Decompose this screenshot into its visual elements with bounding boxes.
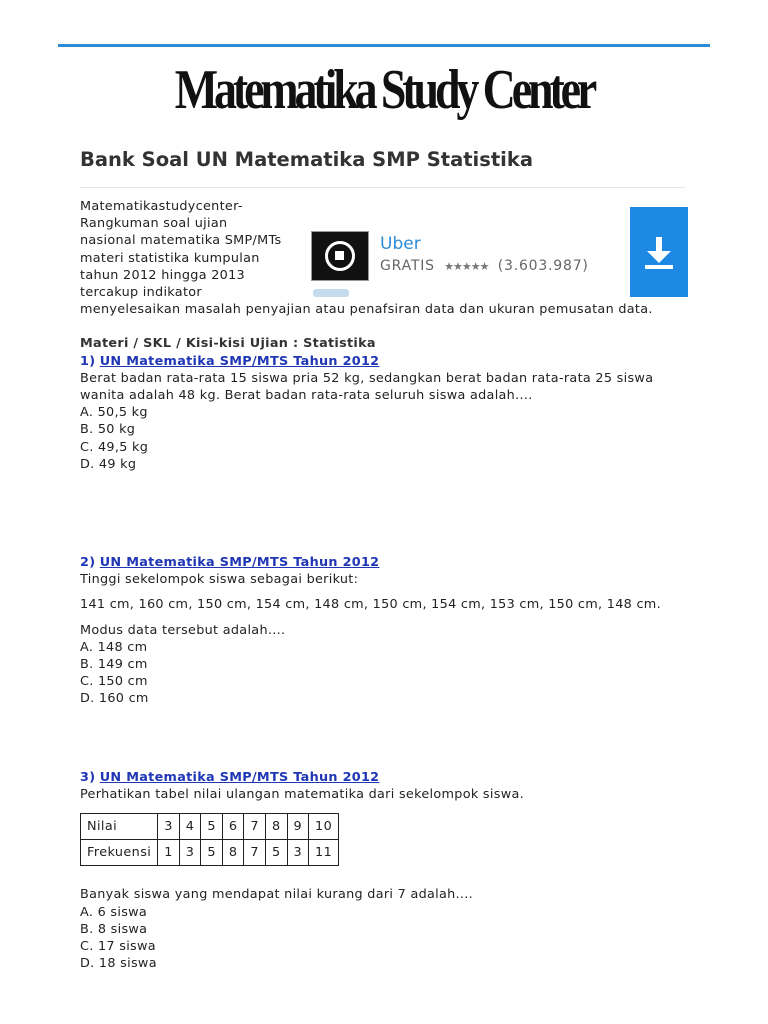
table-cell: 3 [287, 840, 309, 866]
app-install-ad[interactable] [305, 207, 687, 297]
site-logo[interactable]: Matematika Study Center [174, 59, 594, 121]
table-cell: 3 [179, 840, 201, 866]
option-d: D. 160 cm [80, 691, 149, 707]
question-2-data: 141 cm, 160 cm, 150 cm, 154 cm, 148 cm, 150 cm, 154 cm, 153 cm, 150 cm, 148 cm. [80, 597, 661, 613]
table-cell: 1 [158, 840, 180, 866]
table-cell: 5 [201, 814, 223, 840]
question-2 [80, 554, 680, 708]
table-cell: 7 [244, 840, 266, 866]
option-b: B. 50 kg [80, 422, 136, 438]
table-cell: 8 [265, 814, 287, 840]
question-number: 2) [80, 555, 96, 570]
question-2-prompt: Modus data tersebut adalah.... [80, 622, 286, 638]
option-c: C. 150 cm [80, 674, 148, 690]
question-3-prompt: Banyak siswa yang mendapat nilai kurang dari 7 adalah.... [80, 887, 474, 903]
table-cell: 5 [201, 840, 223, 866]
download-button[interactable] [630, 207, 688, 297]
table-cell: 3 [158, 814, 180, 840]
uber-logo-icon[interactable] [311, 231, 369, 281]
intro-line: materi statistika kumpulan [80, 250, 260, 266]
score-table [80, 813, 339, 866]
question-number: 3) [80, 770, 96, 785]
intro-rest: menyelesaikan masalah penyajian atau penafsiran data dan ukuran pemusatan data. [80, 302, 653, 318]
table-cell: 10 [309, 814, 339, 840]
table-cell: 7 [244, 814, 266, 840]
table-cell: 8 [222, 840, 244, 866]
table-cell: 4 [179, 814, 201, 840]
table-cell: 11 [309, 840, 339, 866]
ad-rating-count: (3.603.987) [497, 258, 589, 274]
question-3-text: Perhatikan tabel nilai ulangan matematika dari sekelompok siswa. [80, 787, 524, 803]
intro-line: Rangkuman soal ujian [80, 216, 228, 232]
option-c: C. 49,5 kg [80, 439, 149, 455]
option-b: B. 8 siswa [80, 921, 148, 937]
section-heading: Materi / SKL / Kisi-kisi Ujian : Statistika [80, 336, 376, 352]
download-icon [630, 207, 688, 297]
option-b: B. 149 cm [80, 657, 148, 673]
question-1-text: Berat badan rata-rata 15 siswa pria 52 kg, sedangkan berat badan rata-rata 25 siswa wanita adalah 48 kg. Berat badan rata-rata seluruh siswa adalah.... [80, 370, 654, 404]
page-title: Bank Soal UN Matematika SMP Statistika [80, 148, 533, 171]
option-c: C. 17 siswa [80, 939, 156, 955]
option-a: A. 148 cm [80, 639, 148, 655]
question-2-source-link[interactable]: UN Matematika SMP/MTS Tahun 2012 [99, 555, 380, 570]
question-3-source-link[interactable]: UN Matematika SMP/MTS Tahun 2012 [99, 770, 380, 785]
top-divider [58, 44, 710, 47]
intro-line: nasional matematika SMP/MTs [80, 233, 282, 249]
ad-price: GRATIS [380, 258, 435, 274]
table-row-label: Frekuensi [81, 840, 158, 866]
option-d: D. 18 siswa [80, 956, 157, 972]
table-cell: 9 [287, 814, 309, 840]
table-row-label: Nilai [81, 814, 158, 840]
question-2-text: Tinggi sekelompok siswa sebagai berikut: [80, 572, 359, 588]
table-row [81, 814, 339, 840]
title-divider [80, 187, 685, 188]
option-a: A. 50,5 kg [80, 405, 148, 421]
table-cell: 5 [265, 840, 287, 866]
intro-line: tahun 2012 hingga 2013 [80, 267, 245, 283]
table-row [81, 840, 339, 866]
intro-line: tercakup indikator [80, 285, 202, 301]
ad-choices-icon[interactable] [313, 289, 349, 297]
option-a: A. 6 siswa [80, 904, 148, 920]
rating-stars-icon: ★★★★★ [444, 260, 489, 273]
ad-app-name[interactable]: Uber [380, 234, 421, 254]
question-1-source-link[interactable]: UN Matematika SMP/MTS Tahun 2012 [99, 353, 380, 369]
table-cell: 6 [222, 814, 244, 840]
intro-line: Matematikastudycenter- [80, 199, 243, 214]
option-d: D. 49 kg [80, 456, 137, 472]
question-3 [80, 769, 680, 972]
question-number: 1) [80, 353, 96, 369]
ad-price-row [380, 258, 589, 274]
